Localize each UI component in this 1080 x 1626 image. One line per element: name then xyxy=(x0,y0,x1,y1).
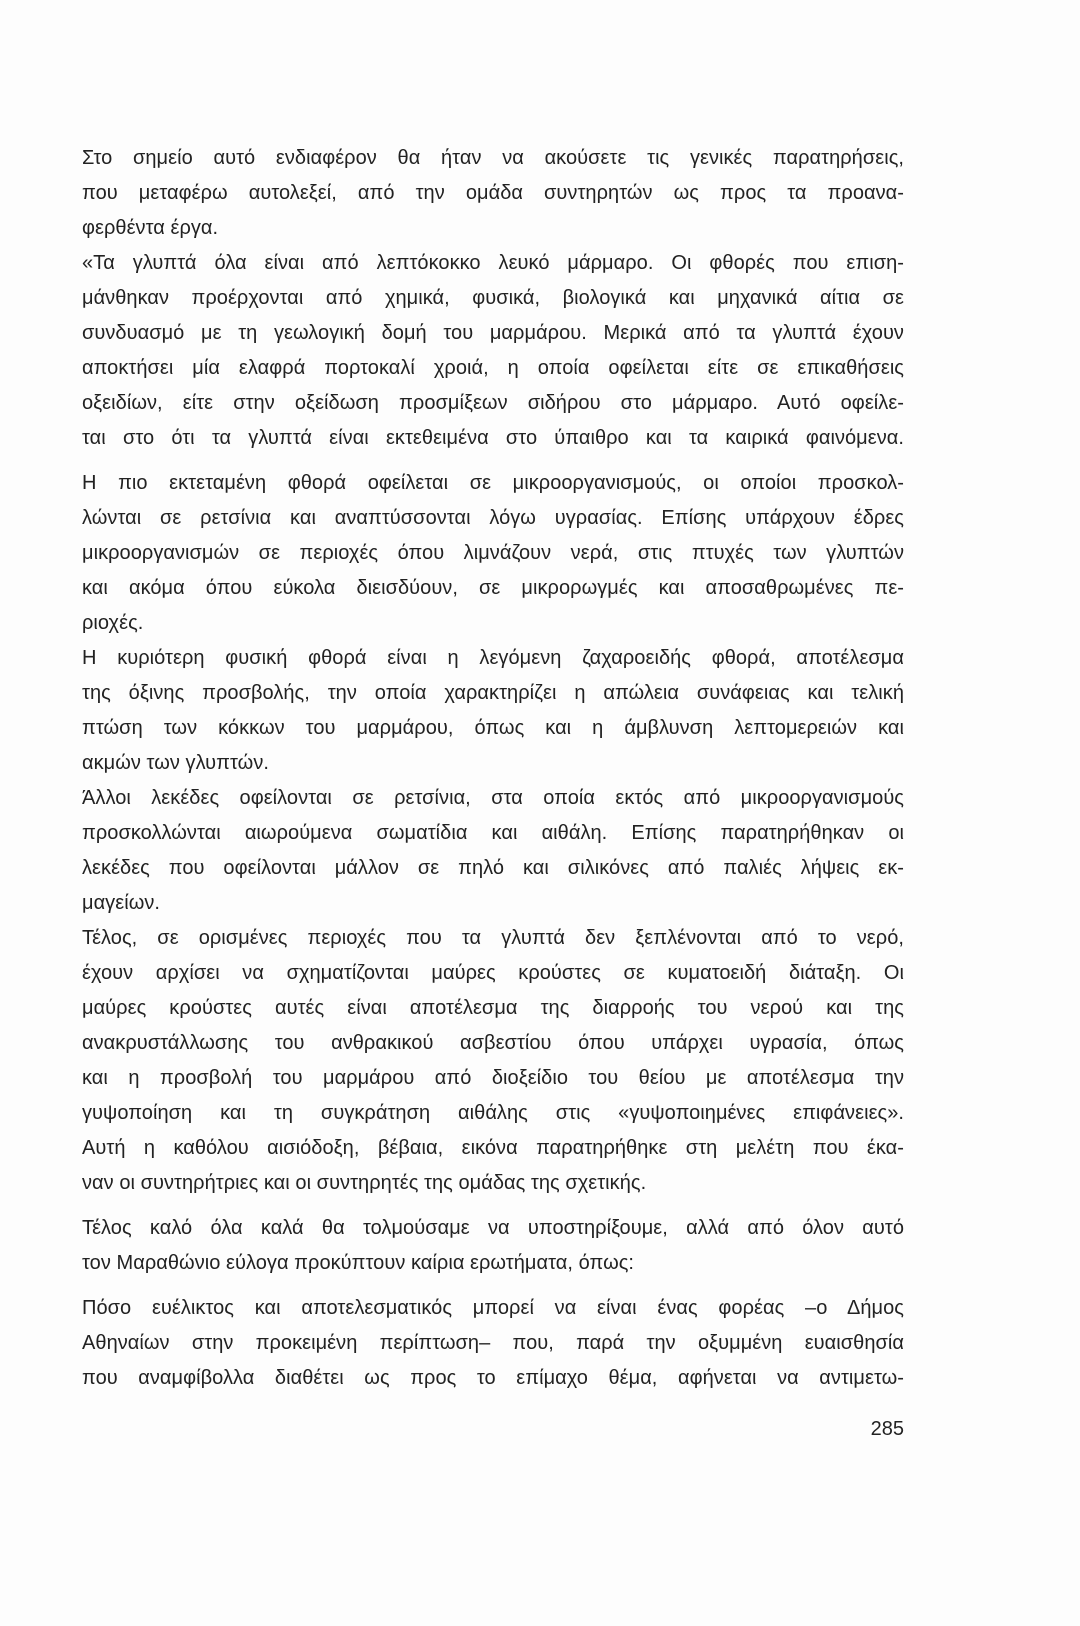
text-line: προσκολλώνται αιωρούμενα σωματίδια και αιθάλη. Επίσης παρατηρήθηκαν οι xyxy=(82,822,904,844)
text-line: Τέλος καλό όλα καλά θα τολμούσαμε να υποστηρίξουμε, αλλά από όλον αυτό xyxy=(82,1217,904,1239)
text-line: ται στο ότι τα γλυπτά είναι εκτεθειμένα στο ύπαιθρο και τα καιρικά φαινόμενα. xyxy=(82,427,904,449)
text-line: λεκέδες που οφείλονται μάλλον σε πηλό και σιλικόνες από παλιές λήψεις εκ- xyxy=(82,857,904,879)
text-line: μικροοργανισμών σε περιοχές όπου λιμνάζουν νερά, στις πτυχές των γλυπτών xyxy=(82,542,904,564)
text-line: ανακρυστάλλωσης του ανθρακικού ασβεστίου όπου υπάρχει υγρασία, όπως xyxy=(82,1032,904,1054)
text-line: και ακόμα όπου εύκολα διεισδύουν, σε μικρορωγμές και αποσαθρωμένες πε- xyxy=(82,577,904,599)
text-line: γυψοποίηση και τη συγκράτηση αιθάλης στις «γυψοποιημένες επιφάνειες». xyxy=(82,1102,904,1124)
text-line: Στο σημείο αυτό ενδιαφέρον θα ήταν να ακούσετε τις γενικές παρατηρήσεις, xyxy=(82,147,904,169)
text-line: έχουν αρχίσει να σχηματίζονται μαύρες κρούστες σε κυματοειδή διάταξη. Οι xyxy=(82,962,904,984)
text-line: ναν οι συντηρήτριες και οι συντηρητές της ομάδας της σχετικής. xyxy=(82,1172,647,1194)
text-line: και η προσβολή του μαρμάρου από διοξείδιο του θείου με αποτέλεσμα την xyxy=(82,1067,904,1089)
text-line: τον Μαραθώνιο εύλογα προκύπτουν καίρια ερωτήματα, όπως: xyxy=(82,1252,635,1274)
text-line: που μεταφέρω αυτολεξεί, από την ομάδα συντηρητών ως προς τα προανα- xyxy=(82,182,904,204)
text-line: φερθέντα έργα. xyxy=(82,217,219,239)
text-line: Άλλοι λεκέδες οφείλονται σε ρετσίνια, στα οποία εκτός από μικροοργανισμούς xyxy=(82,787,904,809)
text-line: Αυτή η καθόλου αισιόδοξη, βέβαια, εικόνα παρατηρήθηκε στη μελέτη που έκα- xyxy=(82,1137,904,1159)
text-line: μαύρες κρούστες αυτές είναι αποτέλεσμα της διαρροής του νερού και της xyxy=(82,997,904,1019)
text-line: συνδυασμό με τη γεωλογική δομή του μαρμάρου. Μερικά από τα γλυπτά έχουν xyxy=(82,322,904,344)
text-line: αποκτήσει μία ελαφρά πορτοκαλί χροιά, η οποία οφείλεται είτε σε επικαθήσεις xyxy=(82,357,904,379)
text-line: «Τα γλυπτά όλα είναι από λεπτόκοκκο λευκό μάρμαρο. Οι φθορές που επιση- xyxy=(82,252,904,274)
text-line: Η κυριότερη φυσική φθορά είναι η λεγόμενη ζαχαροειδής φθορά, αποτέλεσμα xyxy=(82,647,904,669)
text-line: που αναμφίβολλα διαθέτει ως προς το επίμαχο θέμα, αφήνεται να αντιμετω- xyxy=(82,1367,904,1389)
text-line: ριοχές. xyxy=(82,612,144,634)
text-line: πτώση των κόκκων του μαρμάρου, όπως και η άμβλυνση λεπτομερειών και xyxy=(82,717,904,739)
text-line: Πόσο ευέλικτος και αποτελεσματικός μπορεί να είναι ένας φορέας –ο Δήμος xyxy=(82,1297,904,1319)
text-line: μάνθηκαν προέρχονται από χημικά, φυσικά, βιολογικά και μηχανικά αίτια σε xyxy=(82,287,904,309)
text-line: Η πιο εκτεταμένη φθορά οφείλεται σε μικροοργανισμούς, οι οποίοι προσκολ- xyxy=(82,472,904,494)
text-line: ακμών των γλυπτών. xyxy=(82,752,269,774)
text-line: Αθηναίων στην προκειμένη περίπτωση– που, παρά την οξυμμένη ευαισθησία xyxy=(82,1332,904,1354)
text-line: μαγείων. xyxy=(82,892,161,914)
text-line: Τέλος, σε ορισμένες περιοχές που τα γλυπτά δεν ξεπλένονται από το νερό, xyxy=(82,927,904,949)
text-line: οξειδίων, είτε στην οξείδωση προσμίξεων σιδήρου στο μάρμαρο. Αυτό οφείλε- xyxy=(82,392,904,414)
text-line: της όξινης προσβολής, την οποία χαρακτηρίζει η απώλεια συνάφειας και τελική xyxy=(82,682,904,704)
text-line: λώνται σε ρετσίνια και αναπτύσσονται λόγω υγρασίας. Επίσης υπάρχουν έδρες xyxy=(82,507,904,529)
page-number: 285 xyxy=(870,1418,904,1440)
